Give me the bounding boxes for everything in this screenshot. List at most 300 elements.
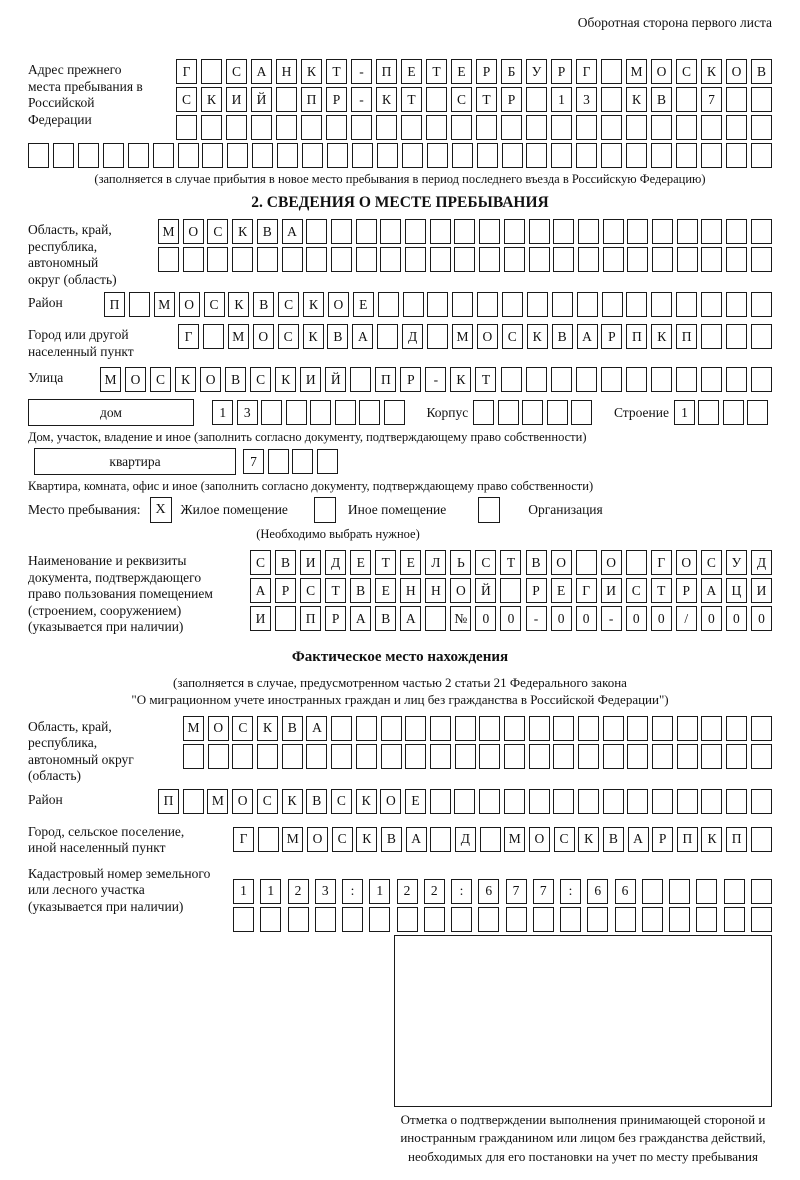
char-grid-oblast-s3-1: [183, 716, 772, 741]
char-cell: А: [350, 606, 371, 631]
char-cell: [601, 115, 622, 140]
field-oblast-s3: [28, 716, 772, 785]
char-cell: [317, 449, 338, 474]
prev-address-label: Адрес прежнего места пребывания в Российской Федерации: [28, 62, 143, 127]
char-cell: [726, 143, 747, 168]
char-cell: [626, 292, 647, 317]
char-cell: [331, 716, 352, 741]
char-cell: [578, 744, 599, 769]
char-cell: О: [726, 59, 747, 84]
char-cell: О: [200, 367, 221, 392]
char-cell: С: [204, 292, 225, 317]
char-cell: Ь: [450, 550, 471, 575]
char-cell: [504, 219, 525, 244]
char-cell: [696, 879, 717, 904]
char-cell: М: [504, 827, 525, 852]
char-cell: О: [450, 578, 471, 603]
char-grid-document-1: [250, 550, 772, 575]
char-cell: [601, 367, 622, 392]
char-cell: -: [351, 59, 372, 84]
char-cell: [577, 292, 598, 317]
char-cell: [701, 115, 722, 140]
char-cell: [529, 744, 550, 769]
char-cell: [405, 247, 426, 272]
char-cell: [397, 907, 418, 932]
char-cell: 6: [478, 879, 499, 904]
char-cell: Р: [526, 578, 547, 603]
char-cell: [553, 219, 574, 244]
char-cell: В: [375, 606, 396, 631]
char-cell: [571, 400, 592, 425]
char-cell: [529, 247, 550, 272]
char-cell: П: [726, 827, 747, 852]
char-cell: [506, 907, 527, 932]
char-cell: 1: [551, 87, 572, 112]
char-cell: Т: [651, 578, 672, 603]
char-cell: Д: [455, 827, 476, 852]
char-cell: [260, 907, 281, 932]
ulitsa-label: Улица: [28, 370, 64, 385]
kadastr-label: Кадастровый номер земельного или лесного участка (указывается при наличии): [28, 865, 211, 914]
char-cell: Р: [551, 59, 572, 84]
char-cell: Т: [500, 550, 521, 575]
char-cell: [282, 744, 303, 769]
char-cell: [178, 143, 199, 168]
char-cell: А: [406, 827, 427, 852]
stamp-caption: Отметка о подтверждении выполнения принимающей стороной и иностранным гражданином или лицом без гражданства действий, необходимых для его постановки на учет по месту пребывания: [400, 1111, 766, 1164]
char-cell: [478, 907, 499, 932]
char-cell: [751, 744, 772, 769]
char-cell: О: [676, 550, 697, 575]
char-cell: О: [651, 59, 672, 84]
char-cell: С: [150, 367, 171, 392]
char-cell: [176, 115, 197, 140]
char-cell: Т: [326, 59, 347, 84]
char-cell: О: [477, 324, 498, 349]
char-cell: [601, 59, 622, 84]
char-grid-ulitsa: [100, 367, 772, 392]
char-cell: [258, 827, 279, 852]
char-cell: [427, 292, 448, 317]
char-cell: [701, 744, 722, 769]
char-cell: [331, 219, 352, 244]
char-cell: Й: [325, 367, 346, 392]
char-grid-document-2: [250, 578, 772, 603]
char-cell: [751, 367, 772, 392]
char-cell: 1: [212, 400, 233, 425]
char-cell: [603, 744, 624, 769]
char-cell: В: [381, 827, 402, 852]
char-cell: М: [626, 59, 647, 84]
char-cell: С: [676, 59, 697, 84]
char-cell: А: [282, 219, 303, 244]
field-mesto: [28, 497, 772, 523]
char-cell: В: [253, 292, 274, 317]
char-cell: [701, 143, 722, 168]
char-cell: 0: [701, 606, 722, 631]
char-cell: [751, 292, 772, 317]
char-cell: О: [307, 827, 328, 852]
char-cell: Е: [353, 292, 374, 317]
char-cell: [652, 219, 673, 244]
char-cell: [351, 115, 372, 140]
field-kadastr: [28, 863, 772, 935]
char-cell: [677, 716, 698, 741]
char-cell: [426, 115, 447, 140]
char-cell: [477, 143, 498, 168]
char-cell: [615, 907, 636, 932]
char-cell: С: [502, 324, 523, 349]
char-grid-korpus: [473, 400, 596, 425]
char-cell: [560, 907, 581, 932]
char-cell: [726, 789, 747, 814]
char-cell: [356, 744, 377, 769]
char-cell: В: [552, 324, 573, 349]
char-cell: [751, 827, 772, 852]
char-cell: [427, 324, 448, 349]
char-cell: К: [578, 827, 599, 852]
field-raion-s3: [28, 789, 772, 817]
char-cell: С: [626, 578, 647, 603]
char-cell: [501, 115, 522, 140]
char-cell: С: [278, 324, 299, 349]
char-grid-prev-address-1: [176, 59, 772, 84]
char-cell: О: [551, 550, 572, 575]
char-cell: [677, 247, 698, 272]
char-cell: [751, 324, 772, 349]
char-cell: [726, 367, 747, 392]
dom-caption: Дом, участок, владение и иное (заполнить согласно документу, подтверждающему право собственности): [28, 430, 587, 444]
char-cell: Г: [651, 550, 672, 575]
char-cell: П: [376, 59, 397, 84]
char-cell: :: [560, 879, 581, 904]
oblast-s3-label: Область, край, республика, автономный округ (область): [28, 718, 134, 783]
char-cell: [527, 292, 548, 317]
char-cell: [751, 716, 772, 741]
char-cell: [626, 550, 647, 575]
char-cell: С: [250, 367, 271, 392]
char-cell: Е: [375, 578, 396, 603]
char-cell: К: [701, 59, 722, 84]
char-cell: А: [628, 827, 649, 852]
char-cell: Г: [178, 324, 199, 349]
char-cell: К: [275, 367, 296, 392]
char-cell: М: [100, 367, 121, 392]
char-cell: [747, 400, 768, 425]
char-cell: М: [207, 789, 228, 814]
char-cell: [576, 367, 597, 392]
char-cell: С: [250, 550, 271, 575]
char-cell: А: [577, 324, 598, 349]
char-cell: [698, 400, 719, 425]
char-cell: [676, 87, 697, 112]
char-cell: №: [450, 606, 471, 631]
char-cell: У: [726, 550, 747, 575]
char-cell: С: [300, 578, 321, 603]
field-kvartira-row: [34, 448, 772, 475]
char-cell: [276, 115, 297, 140]
char-cell: [454, 219, 475, 244]
char-cell: [724, 907, 745, 932]
char-cell: [669, 907, 690, 932]
char-cell: О: [232, 789, 253, 814]
char-cell: [726, 219, 747, 244]
stroenie-label: Строение: [613, 404, 669, 420]
char-cell: С: [257, 789, 278, 814]
oblast-s3-grids: [183, 716, 772, 772]
char-cell: И: [601, 578, 622, 603]
char-cell: [183, 789, 204, 814]
char-cell: С: [176, 87, 197, 112]
char-cell: О: [529, 827, 550, 852]
char-cell: [726, 292, 747, 317]
char-cell: [601, 143, 622, 168]
char-cell: Р: [325, 606, 346, 631]
char-cell: [751, 219, 772, 244]
char-cell: К: [450, 367, 471, 392]
char-grid-raion-s2: [104, 292, 772, 317]
option-inoe-label: Иное помещение: [347, 502, 447, 517]
page-side-note: Оборотная сторона первого листа: [577, 15, 772, 30]
char-cell: [158, 247, 179, 272]
char-cell: [282, 247, 303, 272]
char-cell: [627, 247, 648, 272]
char-cell: [701, 324, 722, 349]
char-cell: [257, 744, 278, 769]
kadastr-grids: [233, 863, 772, 935]
char-cell: Т: [476, 87, 497, 112]
char-cell: [275, 606, 296, 631]
char-cell: К: [228, 292, 249, 317]
char-cell: [477, 292, 498, 317]
char-cell: К: [175, 367, 196, 392]
char-cell: [651, 367, 672, 392]
char-cell: [751, 879, 772, 904]
char-cell: [402, 143, 423, 168]
char-cell: [480, 827, 501, 852]
char-grid-dom: [212, 400, 408, 425]
char-cell: 1: [369, 879, 390, 904]
char-cell: [751, 907, 772, 932]
char-cell: [377, 324, 398, 349]
document-label: Наименование и реквизиты документа, подтверждающего право пользования помещением (строением, сооружением) (указывается при наличии): [28, 553, 213, 634]
field-raion-s2: [28, 292, 772, 320]
char-cell: И: [300, 550, 321, 575]
char-cell: К: [257, 716, 278, 741]
char-cell: С: [701, 550, 722, 575]
char-cell: И: [751, 578, 772, 603]
mesto-caption: (Необходимо выбрать нужное): [256, 527, 420, 541]
char-cell: [430, 247, 451, 272]
char-cell: Ц: [726, 578, 747, 603]
option-org-label: Организация: [528, 502, 603, 517]
char-cell: [288, 907, 309, 932]
char-cell: К: [527, 324, 548, 349]
char-cell: В: [225, 367, 246, 392]
char-cell: 0: [651, 606, 672, 631]
char-cell: [652, 716, 673, 741]
char-cell: 2: [288, 879, 309, 904]
char-cell: [751, 115, 772, 140]
char-cell: О: [380, 789, 401, 814]
char-cell: [430, 789, 451, 814]
document-grids: [250, 550, 772, 634]
char-cell: В: [651, 87, 672, 112]
char-cell: [498, 400, 519, 425]
char-cell: [576, 550, 597, 575]
char-cell: [203, 324, 224, 349]
char-cell: 0: [500, 606, 521, 631]
char-cell: С: [554, 827, 575, 852]
char-cell: [153, 143, 174, 168]
char-cell: [526, 87, 547, 112]
char-cell: К: [232, 219, 253, 244]
char-cell: [726, 324, 747, 349]
char-cell: :: [451, 879, 472, 904]
char-cell: О: [253, 324, 274, 349]
char-cell: [547, 400, 568, 425]
char-cell: Р: [326, 87, 347, 112]
char-cell: [452, 143, 473, 168]
char-cell: [553, 789, 574, 814]
char-cell: [302, 143, 323, 168]
char-cell: [359, 400, 380, 425]
char-cell: [201, 59, 222, 84]
char-cell: [601, 87, 622, 112]
char-cell: [526, 143, 547, 168]
char-cell: М: [154, 292, 175, 317]
char-cell: -: [526, 606, 547, 631]
char-cell: Е: [401, 59, 422, 84]
char-cell: Д: [325, 550, 346, 575]
char-cell: К: [626, 87, 647, 112]
char-cell: К: [356, 827, 377, 852]
char-cell: [479, 716, 500, 741]
char-cell: И: [226, 87, 247, 112]
char-cell: [452, 292, 473, 317]
char-cell: [276, 87, 297, 112]
char-cell: П: [626, 324, 647, 349]
char-grid-prev-address-2: [176, 87, 772, 112]
char-grid-stroenie: [674, 400, 772, 425]
char-cell: [268, 449, 289, 474]
char-cell: Н: [425, 578, 446, 603]
mesto-label: Место пребывания:: [28, 502, 141, 517]
char-cell: 3: [315, 879, 336, 904]
char-cell: В: [327, 324, 348, 349]
char-cell: [652, 247, 673, 272]
char-cell: [327, 143, 348, 168]
char-cell: [378, 292, 399, 317]
char-cell: Т: [401, 87, 422, 112]
char-cell: [277, 143, 298, 168]
char-cell: [751, 247, 772, 272]
char-cell: П: [301, 87, 322, 112]
char-cell: [578, 716, 599, 741]
char-cell: [207, 247, 228, 272]
char-cell: С: [451, 87, 472, 112]
char-cell: [28, 143, 49, 168]
char-cell: [129, 292, 150, 317]
char-cell: [651, 115, 672, 140]
char-cell: О: [328, 292, 349, 317]
char-cell: [578, 219, 599, 244]
char-cell: [292, 449, 313, 474]
section3-caption-2: "О миграционном учете иностранных граждан и лиц без гражданства в Российской Федерации"): [131, 691, 669, 707]
char-cell: [401, 115, 422, 140]
char-cell: [676, 292, 697, 317]
stroenie-group: [614, 400, 772, 425]
char-cell: [651, 143, 672, 168]
char-cell: В: [350, 578, 371, 603]
char-cell: [384, 400, 405, 425]
char-grid-oblast-s3-2: [183, 744, 772, 769]
char-cell: [473, 400, 494, 425]
char-cell: [103, 143, 124, 168]
field-document: [28, 550, 772, 636]
char-cell: 0: [551, 606, 572, 631]
char-grid-prev-address-4: [28, 143, 772, 168]
char-cell: С: [226, 59, 247, 84]
char-cell: М: [282, 827, 303, 852]
char-cell: [526, 115, 547, 140]
char-cell: Р: [400, 367, 421, 392]
field-dom-row: [28, 399, 772, 426]
char-cell: [183, 247, 204, 272]
char-cell: П: [375, 367, 396, 392]
char-cell: М: [228, 324, 249, 349]
char-cell: [553, 247, 574, 272]
char-cell: [380, 247, 401, 272]
char-cell: В: [282, 716, 303, 741]
char-cell: [306, 247, 327, 272]
char-cell: Е: [400, 550, 421, 575]
char-cell: 0: [475, 606, 496, 631]
char-grid-oblast-s2-2: [158, 247, 772, 272]
char-cell: [501, 367, 522, 392]
char-cell: О: [601, 550, 622, 575]
char-cell: [310, 400, 331, 425]
char-cell: [751, 87, 772, 112]
char-cell: [430, 219, 451, 244]
char-cell: С: [232, 716, 253, 741]
field-oblast-s2: [28, 219, 772, 288]
char-cell: А: [400, 606, 421, 631]
char-cell: [376, 115, 397, 140]
char-cell: С: [278, 292, 299, 317]
char-cell: А: [701, 578, 722, 603]
char-cell: Е: [350, 550, 371, 575]
char-cell: 7: [243, 449, 264, 474]
char-cell: [552, 292, 573, 317]
char-cell: 7: [701, 87, 722, 112]
char-cell: [504, 744, 525, 769]
char-cell: [726, 115, 747, 140]
char-cell: П: [676, 324, 697, 349]
char-cell: П: [300, 606, 321, 631]
char-cell: [726, 716, 747, 741]
char-cell: Р: [676, 578, 697, 603]
char-cell: Н: [400, 578, 421, 603]
char-cell: Р: [275, 578, 296, 603]
char-cell: [331, 247, 352, 272]
char-cell: 0: [626, 606, 647, 631]
char-cell: [331, 744, 352, 769]
char-cell: О: [179, 292, 200, 317]
char-cell: [257, 247, 278, 272]
char-cell: [642, 907, 663, 932]
char-cell: [232, 247, 253, 272]
